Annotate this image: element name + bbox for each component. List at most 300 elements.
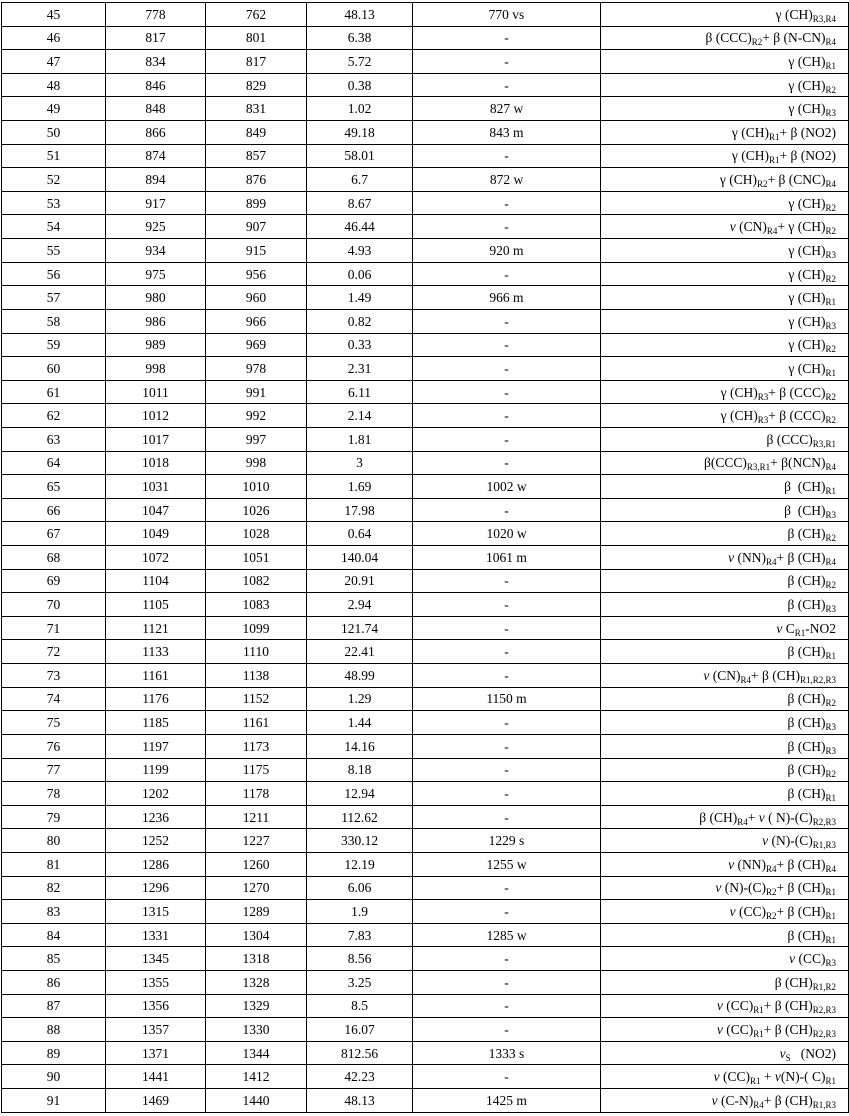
vibrational-assignment-cell: $\beta(CCC)_{R3,R1}+ \beta(NCN)_{R4}$ <box>601 451 849 475</box>
scaled-frequency-cell: 915 <box>206 239 307 263</box>
table-row <box>2 947 849 971</box>
scaled-frequency-cell: 1010 <box>206 475 307 499</box>
ir-intensity-cell: 2.31 <box>307 357 413 381</box>
ir-intensity-cell: 1.02 <box>307 97 413 121</box>
calculated-frequency-cell: 989 <box>106 333 206 357</box>
ir-intensity-cell: 6.11 <box>307 380 413 404</box>
ir-intensity-cell: 6.38 <box>307 26 413 50</box>
ir-intensity-cell: 22.41 <box>307 640 413 664</box>
table-row <box>2 711 849 735</box>
mode-number-cell: 75 <box>2 711 106 735</box>
mode-number-cell: 55 <box>2 239 106 263</box>
table-row <box>2 1041 849 1065</box>
calculated-frequency-cell: 778 <box>106 3 206 27</box>
calculated-frequency-cell: 1356 <box>106 994 206 1018</box>
calculated-frequency-cell: 1286 <box>106 852 206 876</box>
ir-intensity-cell: 0.82 <box>307 309 413 333</box>
experimental-frequency-cell: - <box>413 73 601 97</box>
ir-intensity-cell: 14.16 <box>307 734 413 758</box>
vibrational-assignment-cell: γ $(CH)_{R2}$ <box>601 191 849 215</box>
mode-number-cell: 70 <box>2 593 106 617</box>
table-row <box>2 829 849 853</box>
mode-number-cell: 52 <box>2 168 106 192</box>
vibrational-assignment-table <box>1 2 849 1113</box>
scaled-frequency-cell: 817 <box>206 50 307 74</box>
scaled-frequency-cell: 831 <box>206 97 307 121</box>
ir-intensity-cell: 140.04 <box>307 546 413 570</box>
experimental-frequency-cell: - <box>413 782 601 806</box>
ir-intensity-cell: 1.69 <box>307 475 413 499</box>
vibrational-assignment-cell: γ $(CH)_{R2}+ \beta$ $(CNC)_{R4}$ <box>601 168 849 192</box>
mode-number-cell: 48 <box>2 73 106 97</box>
vibrational-assignment-cell: γ $(CH)_{R3}$ <box>601 239 849 263</box>
ir-intensity-cell: 46.44 <box>307 215 413 239</box>
calculated-frequency-cell: 866 <box>106 121 206 145</box>
mode-number-cell: 50 <box>2 121 106 145</box>
calculated-frequency-cell: 894 <box>106 168 206 192</box>
scaled-frequency-cell: 1051 <box>206 546 307 570</box>
experimental-frequency-cell: - <box>413 50 601 74</box>
vibrational-assignment-cell: γ $(CH)_{R3}$ <box>601 97 849 121</box>
calculated-frequency-cell: 1357 <box>106 1018 206 1042</box>
table-row <box>2 923 849 947</box>
scaled-frequency-cell: 1412 <box>206 1065 307 1089</box>
scaled-frequency-cell: 1082 <box>206 569 307 593</box>
ir-intensity-cell: 1.49 <box>307 286 413 310</box>
calculated-frequency-cell: 1176 <box>106 687 206 711</box>
table-row <box>2 994 849 1018</box>
ir-intensity-cell: 121.74 <box>307 616 413 640</box>
experimental-frequency-cell: - <box>413 593 601 617</box>
experimental-frequency-cell: 827 w <box>413 97 601 121</box>
ir-intensity-cell: 330.12 <box>307 829 413 853</box>
table-row <box>2 380 849 404</box>
ir-intensity-cell: 3 <box>307 451 413 475</box>
vibrational-assignment-cell: v $(CN)_{R4}+ \gamma$ $(CH)_{R2}$ <box>601 215 849 239</box>
vibrational-assignment-cell: γ $(CH)_{R1}+ \beta$ (NO2) <box>601 121 849 145</box>
mode-number-cell: 84 <box>2 923 106 947</box>
calculated-frequency-cell: 1199 <box>106 758 206 782</box>
table-row <box>2 1065 849 1089</box>
mode-number-cell: 45 <box>2 3 106 27</box>
scaled-frequency-cell: 762 <box>206 3 307 27</box>
mode-number-cell: 79 <box>2 805 106 829</box>
ir-intensity-cell: 0.38 <box>307 73 413 97</box>
table-row <box>2 805 849 829</box>
experimental-frequency-cell: 1229 s <box>413 829 601 853</box>
ir-intensity-cell: 0.06 <box>307 262 413 286</box>
mode-number-cell: 64 <box>2 451 106 475</box>
experimental-frequency-cell: 1255 w <box>413 852 601 876</box>
vibrational-assignment-cell: β $(CCC)_{R3,R1}$ <box>601 427 849 451</box>
experimental-frequency-cell: - <box>413 994 601 1018</box>
table-row <box>2 593 849 617</box>
table-row <box>2 427 849 451</box>
mode-number-cell: 65 <box>2 475 106 499</box>
scaled-frequency-cell: 956 <box>206 262 307 286</box>
ir-intensity-cell: 17.98 <box>307 498 413 522</box>
experimental-frequency-cell: - <box>413 711 601 735</box>
calculated-frequency-cell: 934 <box>106 239 206 263</box>
table-row <box>2 852 849 876</box>
experimental-frequency-cell: - <box>413 26 601 50</box>
vibrational-assignment-cell: β $(CH)_{R1}$ <box>601 475 849 499</box>
table-row <box>2 286 849 310</box>
experimental-frequency-cell: - <box>413 427 601 451</box>
experimental-frequency-cell: - <box>413 1018 601 1042</box>
mode-number-cell: 77 <box>2 758 106 782</box>
mode-number-cell: 51 <box>2 144 106 168</box>
vibrational-assignment-cell: β $(CCC)_{R2}+ \beta$ $(N-CN)_{R4}$ <box>601 26 849 50</box>
scaled-frequency-cell: 1099 <box>206 616 307 640</box>
calculated-frequency-cell: 1345 <box>106 947 206 971</box>
mode-number-cell: 73 <box>2 664 106 688</box>
ir-intensity-cell: 49.18 <box>307 121 413 145</box>
vibrational-assignment-cell: β $(CH)_{R3}$ <box>601 734 849 758</box>
calculated-frequency-cell: 1121 <box>106 616 206 640</box>
vibrational-assignment-cell: γ $(CH)_{R1}+ \beta$ (NO2) <box>601 144 849 168</box>
mode-number-cell: 58 <box>2 309 106 333</box>
ir-intensity-cell: 8.56 <box>307 947 413 971</box>
experimental-frequency-cell: 1333 s <box>413 1041 601 1065</box>
calculated-frequency-cell: 848 <box>106 97 206 121</box>
scaled-frequency-cell: 1304 <box>206 923 307 947</box>
experimental-frequency-cell: - <box>413 569 601 593</box>
mode-number-cell: 47 <box>2 50 106 74</box>
scaled-frequency-cell: 992 <box>206 404 307 428</box>
calculated-frequency-cell: 1018 <box>106 451 206 475</box>
experimental-frequency-cell: - <box>413 191 601 215</box>
scaled-frequency-cell: 960 <box>206 286 307 310</box>
mode-number-cell: 89 <box>2 1041 106 1065</box>
experimental-frequency-cell: - <box>413 380 601 404</box>
mode-number-cell: 86 <box>2 970 106 994</box>
ir-intensity-cell: 1.44 <box>307 711 413 735</box>
table-body <box>2 3 849 1113</box>
vibrational-assignment-cell: γ $(CH)_{R2}$ <box>601 333 849 357</box>
calculated-frequency-cell: 1031 <box>106 475 206 499</box>
table-row <box>2 758 849 782</box>
scaled-frequency-cell: 1328 <box>206 970 307 994</box>
vibrational-assignment-cell: β $(CH)_{R3}$ <box>601 593 849 617</box>
ir-intensity-cell: 20.91 <box>307 569 413 593</box>
table-row <box>2 333 849 357</box>
vibrational-assignment-cell: γ $(CH)_{R2}$ <box>601 73 849 97</box>
vibrational-assignment-cell: γ $(CH)_{R3}+ \beta$ $(CCC)_{R2}$ <box>601 404 849 428</box>
scaled-frequency-cell: 978 <box>206 357 307 381</box>
table-row <box>2 50 849 74</box>
calculated-frequency-cell: 1161 <box>106 664 206 688</box>
scaled-frequency-cell: 1173 <box>206 734 307 758</box>
ir-intensity-cell: 8.18 <box>307 758 413 782</box>
ir-intensity-cell: 812.56 <box>307 1041 413 1065</box>
scaled-frequency-cell: 1161 <box>206 711 307 735</box>
mode-number-cell: 46 <box>2 26 106 50</box>
ir-intensity-cell: 5.72 <box>307 50 413 74</box>
scaled-frequency-cell: 966 <box>206 309 307 333</box>
ir-intensity-cell: 0.33 <box>307 333 413 357</box>
scaled-frequency-cell: 1028 <box>206 522 307 546</box>
experimental-frequency-cell: - <box>413 640 601 664</box>
scaled-frequency-cell: 829 <box>206 73 307 97</box>
scaled-frequency-cell: 876 <box>206 168 307 192</box>
vibrational-assignment-cell: v $(N)-(C)_{R1,R3}$ <box>601 829 849 853</box>
scaled-frequency-cell: 1289 <box>206 900 307 924</box>
calculated-frequency-cell: 874 <box>106 144 206 168</box>
experimental-frequency-cell: - <box>413 144 601 168</box>
experimental-frequency-cell: - <box>413 900 601 924</box>
table-row <box>2 640 849 664</box>
scaled-frequency-cell: 1270 <box>206 876 307 900</box>
mode-number-cell: 88 <box>2 1018 106 1042</box>
calculated-frequency-cell: 1047 <box>106 498 206 522</box>
table-row <box>2 522 849 546</box>
vibrational-assignment-cell: γ $(CH)_{R1}$ <box>601 357 849 381</box>
vibrational-assignment-cell: β $(CH)_{R3}$ <box>601 498 849 522</box>
table-row <box>2 215 849 239</box>
table-row <box>2 262 849 286</box>
calculated-frequency-cell: 1105 <box>106 593 206 617</box>
experimental-frequency-cell: - <box>413 451 601 475</box>
table-row <box>2 191 849 215</box>
ir-intensity-cell: 6.06 <box>307 876 413 900</box>
vibrational-assignment-cell: γ $(CH)_{R3}$ <box>601 309 849 333</box>
experimental-frequency-cell: - <box>413 734 601 758</box>
experimental-frequency-cell: - <box>413 404 601 428</box>
table-row <box>2 239 849 263</box>
scaled-frequency-cell: 998 <box>206 451 307 475</box>
table-row <box>2 357 849 381</box>
mode-number-cell: 66 <box>2 498 106 522</box>
ir-intensity-cell: 12.19 <box>307 852 413 876</box>
ir-intensity-cell: 58.01 <box>307 144 413 168</box>
calculated-frequency-cell: 1185 <box>106 711 206 735</box>
vibrational-assignment-cell: β $(CH)_{R3}$ <box>601 711 849 735</box>
calculated-frequency-cell: 1252 <box>106 829 206 853</box>
scaled-frequency-cell: 1211 <box>206 805 307 829</box>
experimental-frequency-cell: 843 m <box>413 121 601 145</box>
calculated-frequency-cell: 846 <box>106 73 206 97</box>
table-row <box>2 475 849 499</box>
ir-intensity-cell: 112.62 <box>307 805 413 829</box>
ir-intensity-cell: 3.25 <box>307 970 413 994</box>
table-row <box>2 876 849 900</box>
table-row <box>2 664 849 688</box>
table-row <box>2 734 849 758</box>
mode-number-cell: 68 <box>2 546 106 570</box>
ir-intensity-cell: 7.83 <box>307 923 413 947</box>
experimental-frequency-cell: - <box>413 876 601 900</box>
ir-intensity-cell: 6.7 <box>307 168 413 192</box>
ir-intensity-cell: 48.13 <box>307 1089 413 1113</box>
table-row <box>2 451 849 475</box>
vibrational-assignment-cell: v $(C-N)_{R4}+ \beta$ $(CH)_{R1,R3}$ <box>601 1089 849 1113</box>
ir-intensity-cell: 4.93 <box>307 239 413 263</box>
calculated-frequency-cell: 1017 <box>106 427 206 451</box>
calculated-frequency-cell: 986 <box>106 309 206 333</box>
calculated-frequency-cell: 1355 <box>106 970 206 994</box>
experimental-frequency-cell: - <box>413 215 601 239</box>
calculated-frequency-cell: 817 <box>106 26 206 50</box>
experimental-frequency-cell: - <box>413 1065 601 1089</box>
scaled-frequency-cell: 1083 <box>206 593 307 617</box>
scaled-frequency-cell: 1178 <box>206 782 307 806</box>
calculated-frequency-cell: 975 <box>106 262 206 286</box>
scaled-frequency-cell: 1329 <box>206 994 307 1018</box>
experimental-frequency-cell: - <box>413 357 601 381</box>
ir-intensity-cell: 48.13 <box>307 3 413 27</box>
table-row <box>2 546 849 570</box>
vibrational-assignment-cell: β $(CH)_{R2}$ <box>601 758 849 782</box>
mode-number-cell: 49 <box>2 97 106 121</box>
mode-number-cell: 69 <box>2 569 106 593</box>
table-row <box>2 498 849 522</box>
table-row <box>2 1018 849 1042</box>
scaled-frequency-cell: 1175 <box>206 758 307 782</box>
calculated-frequency-cell: 1296 <box>106 876 206 900</box>
mode-number-cell: 91 <box>2 1089 106 1113</box>
experimental-frequency-cell: 1285 w <box>413 923 601 947</box>
ir-intensity-cell: 8.67 <box>307 191 413 215</box>
table-row <box>2 782 849 806</box>
vibrational-assignment-cell: v $(N)-(C)_{R2}+ \beta$ $(CH)_{R1}$ <box>601 876 849 900</box>
vibrational-assignment-cell: v $(CN)_{R4}+ \beta$ $(CH)_{R1,R2,R3}$ <box>601 664 849 688</box>
vibrational-assignment-cell: $v_S$ (NO2) <box>601 1041 849 1065</box>
vibrational-assignment-cell: v $(CC)_{R3}$ <box>601 947 849 971</box>
experimental-frequency-cell: 1061 m <box>413 546 601 570</box>
mode-number-cell: 83 <box>2 900 106 924</box>
scaled-frequency-cell: 801 <box>206 26 307 50</box>
table-row <box>2 1089 849 1113</box>
table-row <box>2 900 849 924</box>
calculated-frequency-cell: 1011 <box>106 380 206 404</box>
experimental-frequency-cell: 920 m <box>413 239 601 263</box>
vibrational-assignment-cell: β $(CH)_{R2}$ <box>601 522 849 546</box>
table-row <box>2 687 849 711</box>
vibrational-assignment-cell: β $(CH)_{R2}$ <box>601 687 849 711</box>
calculated-frequency-cell: 925 <box>106 215 206 239</box>
scaled-frequency-cell: 907 <box>206 215 307 239</box>
scaled-frequency-cell: 1138 <box>206 664 307 688</box>
ir-intensity-cell: 8.5 <box>307 994 413 1018</box>
ir-intensity-cell: 16.07 <box>307 1018 413 1042</box>
calculated-frequency-cell: 1072 <box>106 546 206 570</box>
mode-number-cell: 85 <box>2 947 106 971</box>
scaled-frequency-cell: 899 <box>206 191 307 215</box>
vibrational-assignment-cell: γ $(CH)_{R3}+ \beta$ $(CCC)_{R2}$ <box>601 380 849 404</box>
calculated-frequency-cell: 1315 <box>106 900 206 924</box>
vibrational-assignment-cell: v $(CC)_{R1}+ \beta$ $(CH)_{R2,R3}$ <box>601 1018 849 1042</box>
vibrational-assignment-cell: β $(CH)_{R4}+ v$ ( $N)-(C)_{R2,R3}$ <box>601 805 849 829</box>
calculated-frequency-cell: 998 <box>106 357 206 381</box>
mode-number-cell: 67 <box>2 522 106 546</box>
calculated-frequency-cell: 834 <box>106 50 206 74</box>
experimental-frequency-cell: - <box>413 309 601 333</box>
calculated-frequency-cell: 1049 <box>106 522 206 546</box>
table-row <box>2 3 849 27</box>
calculated-frequency-cell: 1104 <box>106 569 206 593</box>
mode-number-cell: 76 <box>2 734 106 758</box>
mode-number-cell: 81 <box>2 852 106 876</box>
mode-number-cell: 56 <box>2 262 106 286</box>
ir-intensity-cell: 48.99 <box>307 664 413 688</box>
mode-number-cell: 72 <box>2 640 106 664</box>
ir-intensity-cell: 0.64 <box>307 522 413 546</box>
vibrational-assignment-cell: β $(CH)_{R2}$ <box>601 569 849 593</box>
mode-number-cell: 53 <box>2 191 106 215</box>
vibrational-assignment-cell: γ $(CH)_{R1}$ <box>601 286 849 310</box>
ir-intensity-cell: 1.29 <box>307 687 413 711</box>
experimental-frequency-cell: - <box>413 970 601 994</box>
scaled-frequency-cell: 1344 <box>206 1041 307 1065</box>
ir-intensity-cell: 12.94 <box>307 782 413 806</box>
mode-number-cell: 82 <box>2 876 106 900</box>
table-row <box>2 168 849 192</box>
mode-number-cell: 63 <box>2 427 106 451</box>
scaled-frequency-cell: 1026 <box>206 498 307 522</box>
scaled-frequency-cell: 1110 <box>206 640 307 664</box>
experimental-frequency-cell: 1002 w <box>413 475 601 499</box>
mode-number-cell: 71 <box>2 616 106 640</box>
scaled-frequency-cell: 1227 <box>206 829 307 853</box>
vibrational-assignment-cell: v $(NN)_{R4}+ \beta$ $(CH)_{R4}$ <box>601 546 849 570</box>
calculated-frequency-cell: 1331 <box>106 923 206 947</box>
ir-intensity-cell: 2.94 <box>307 593 413 617</box>
scaled-frequency-cell: 1152 <box>206 687 307 711</box>
table-row <box>2 404 849 428</box>
experimental-frequency-cell: 1150 m <box>413 687 601 711</box>
table-row <box>2 569 849 593</box>
calculated-frequency-cell: 1202 <box>106 782 206 806</box>
scaled-frequency-cell: 849 <box>206 121 307 145</box>
mode-number-cell: 74 <box>2 687 106 711</box>
vibrational-assignment-cell: β $(CH)_{R1}$ <box>601 640 849 664</box>
scaled-frequency-cell: 969 <box>206 333 307 357</box>
ir-intensity-cell: 1.81 <box>307 427 413 451</box>
scaled-frequency-cell: 1330 <box>206 1018 307 1042</box>
vibrational-assignment-cell: β $(CH)_{R1,R2}$ <box>601 970 849 994</box>
table-row <box>2 121 849 145</box>
scaled-frequency-cell: 1318 <box>206 947 307 971</box>
mode-number-cell: 54 <box>2 215 106 239</box>
table-row <box>2 73 849 97</box>
table-row <box>2 970 849 994</box>
experimental-frequency-cell: - <box>413 947 601 971</box>
calculated-frequency-cell: 1012 <box>106 404 206 428</box>
mode-number-cell: 59 <box>2 333 106 357</box>
table-row <box>2 97 849 121</box>
scaled-frequency-cell: 997 <box>206 427 307 451</box>
experimental-frequency-cell: - <box>413 498 601 522</box>
experimental-frequency-cell: - <box>413 616 601 640</box>
calculated-frequency-cell: 1371 <box>106 1041 206 1065</box>
vibrational-assignment-cell: v $(CC)_{R2}+ \beta$ $(CH)_{R1}$ <box>601 900 849 924</box>
vibrational-assignment-cell: γ $(CH)_{R3,R4}$ <box>601 3 849 27</box>
calculated-frequency-cell: 980 <box>106 286 206 310</box>
vibrational-assignment-cell: v $(NN)_{R4}+ \beta$ $(CH)_{R4}$ <box>601 852 849 876</box>
vibrational-assignment-cell: v $(CC)_{R1} + v(N)-$( $C)_{R1}$ <box>601 1065 849 1089</box>
vibrational-assignment-cell: v $C_{R1}-NO2$ <box>601 616 849 640</box>
mode-number-cell: 61 <box>2 380 106 404</box>
ir-intensity-cell: 42.23 <box>307 1065 413 1089</box>
experimental-frequency-cell: 872 w <box>413 168 601 192</box>
experimental-frequency-cell: 1020 w <box>413 522 601 546</box>
ir-intensity-cell: 1.9 <box>307 900 413 924</box>
calculated-frequency-cell: 1197 <box>106 734 206 758</box>
table-row <box>2 616 849 640</box>
mode-number-cell: 57 <box>2 286 106 310</box>
vibrational-assignment-cell: β $(CH)_{R1}$ <box>601 923 849 947</box>
